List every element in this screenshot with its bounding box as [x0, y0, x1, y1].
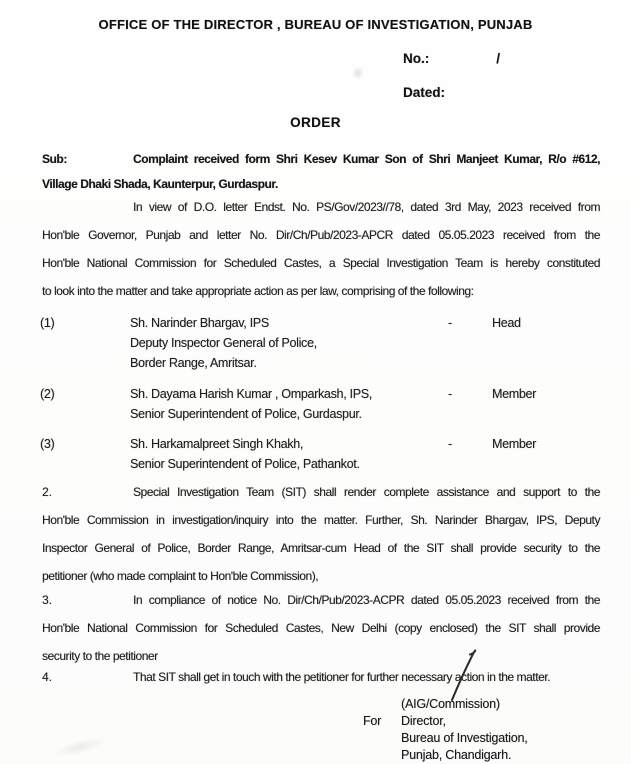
member-dash: -: [448, 316, 452, 330]
paragraph-number: 3.: [42, 593, 53, 607]
subject-label: Sub:: [42, 152, 67, 166]
paragraph-2: [42, 478, 600, 590]
paragraph-line: Hon'ble National Commission for Scheduled Castes, New Delhi (copy enclosed) the SIT shall provide: [42, 621, 600, 635]
dated-line: [403, 85, 445, 100]
member-row: [40, 434, 610, 474]
member-role: Head: [492, 316, 521, 330]
scan-smudge: [51, 733, 109, 760]
member-desc: Senior Superintendent of Police, Gurdaspur.: [130, 407, 362, 421]
ref-slash: /: [496, 51, 501, 66]
subject-label-box: [42, 147, 133, 172]
subject-line: [42, 147, 600, 172]
signatory-designation: (AIG/Commission): [401, 697, 500, 711]
paragraph-line: security to the petitioner: [42, 649, 158, 663]
paragraph-number: 4.: [42, 670, 53, 684]
signatory-title: Director,: [401, 714, 446, 728]
paragraph-line: [42, 193, 600, 221]
paragraph-text: In compliance of notice No. Dir/Ch/Pub/2023-ACPR dated 05.05.2023 received from the: [133, 593, 600, 607]
sit-members-list: [40, 313, 610, 474]
member-number: (1): [40, 316, 55, 330]
member-name: Sh. Narinder Bhargav, IPS: [130, 316, 269, 330]
paragraph-line: Inspector General of Police, Border Range, Amritsar-cum Head of the SIT shall provide security to the: [42, 541, 600, 555]
paragraph-line: [42, 663, 600, 691]
member-number: (2): [40, 387, 55, 401]
signatory-org: Bureau of Investigation,: [401, 731, 528, 745]
member-row: [40, 313, 610, 373]
paragraph-3: [42, 586, 600, 670]
paragraph-line: [42, 478, 600, 506]
member-desc: Deputy Inspector General of Police,: [130, 336, 317, 350]
paragraph-line: Hon'ble National Commission for Scheduled Castes, a Special Investigation Team is hereby constituted: [42, 256, 600, 270]
member-desc: Border Range, Amritsar.: [130, 356, 257, 370]
paragraph-line: [42, 586, 600, 614]
member-role: Member: [492, 437, 537, 451]
member-row: [40, 384, 610, 424]
paragraph-number: 2.: [42, 485, 53, 499]
paragraph-line: Hon'ble Governor, Punjab and letter No. Dir/Ch/Pub/2023-APCR dated 05.05.2023 received from the: [42, 228, 600, 242]
signatory-location: Punjab, Chandigarh.: [401, 748, 512, 762]
signature-block: [363, 696, 528, 764]
page-title: OFFICE OF THE DIRECTOR , BUREAU OF INVESTIGATION, PUNJAB: [98, 17, 533, 32]
member-details: [130, 384, 448, 424]
paragraph-text: That SIT shall get in touch with the petitioner for further necessary action in the matter.: [133, 670, 551, 684]
paragraph-text: Special Investigation Team (SIT) shall render complete assistance and support to the: [133, 485, 600, 499]
member-role: Member: [492, 387, 537, 401]
signature-mark: [445, 646, 483, 702]
member-name: Sh. Harkamalpreet Singh Khakh,: [130, 437, 304, 451]
for-label: For: [363, 714, 382, 728]
subject-line: Village Dhaki Shada, Kaunterpur, Gurdaspur.: [42, 177, 278, 191]
scan-smudge: [352, 66, 364, 80]
member-dash: -: [448, 387, 452, 401]
member-desc: Senior Superintendent of Police, Pathankot.: [130, 457, 360, 471]
dated-label: Dated:: [403, 85, 446, 100]
paragraph-line: to look into the matter and take appropriate action as per law, comprising of the following:: [42, 284, 474, 298]
paragraph-line: petitioner (who made complaint to Hon'ble Commission),: [42, 569, 319, 583]
member-number: (3): [40, 437, 55, 451]
signatory-for-line: [363, 713, 528, 730]
member-dash: -: [448, 437, 452, 451]
member-details: [130, 313, 448, 373]
ref-no-label: No.:: [403, 51, 430, 66]
paragraph-4: [42, 663, 600, 691]
subject-text: Complaint received form Shri Kesev Kumar Son of Shri Manjeet Kumar, R/o #612,: [133, 152, 600, 166]
paragraph-line: Hon'ble Commission in investigation/inquiry into the matter. Further, Sh. Narinder Bhargav, IPS, Deputy: [42, 513, 600, 527]
member-details: [130, 434, 448, 474]
subject-block: [42, 147, 600, 197]
reference-number-line: [403, 51, 500, 66]
paragraph-1: [42, 193, 600, 305]
member-name: Sh. Dayama Harish Kumar , Omparkash, IPS,: [130, 387, 372, 401]
order-heading: ORDER: [290, 115, 341, 130]
paragraph-text: In view of D.O. letter Endst. No. PS/Gov/2023//78, dated 3rd May, 2023 received from: [133, 200, 600, 214]
